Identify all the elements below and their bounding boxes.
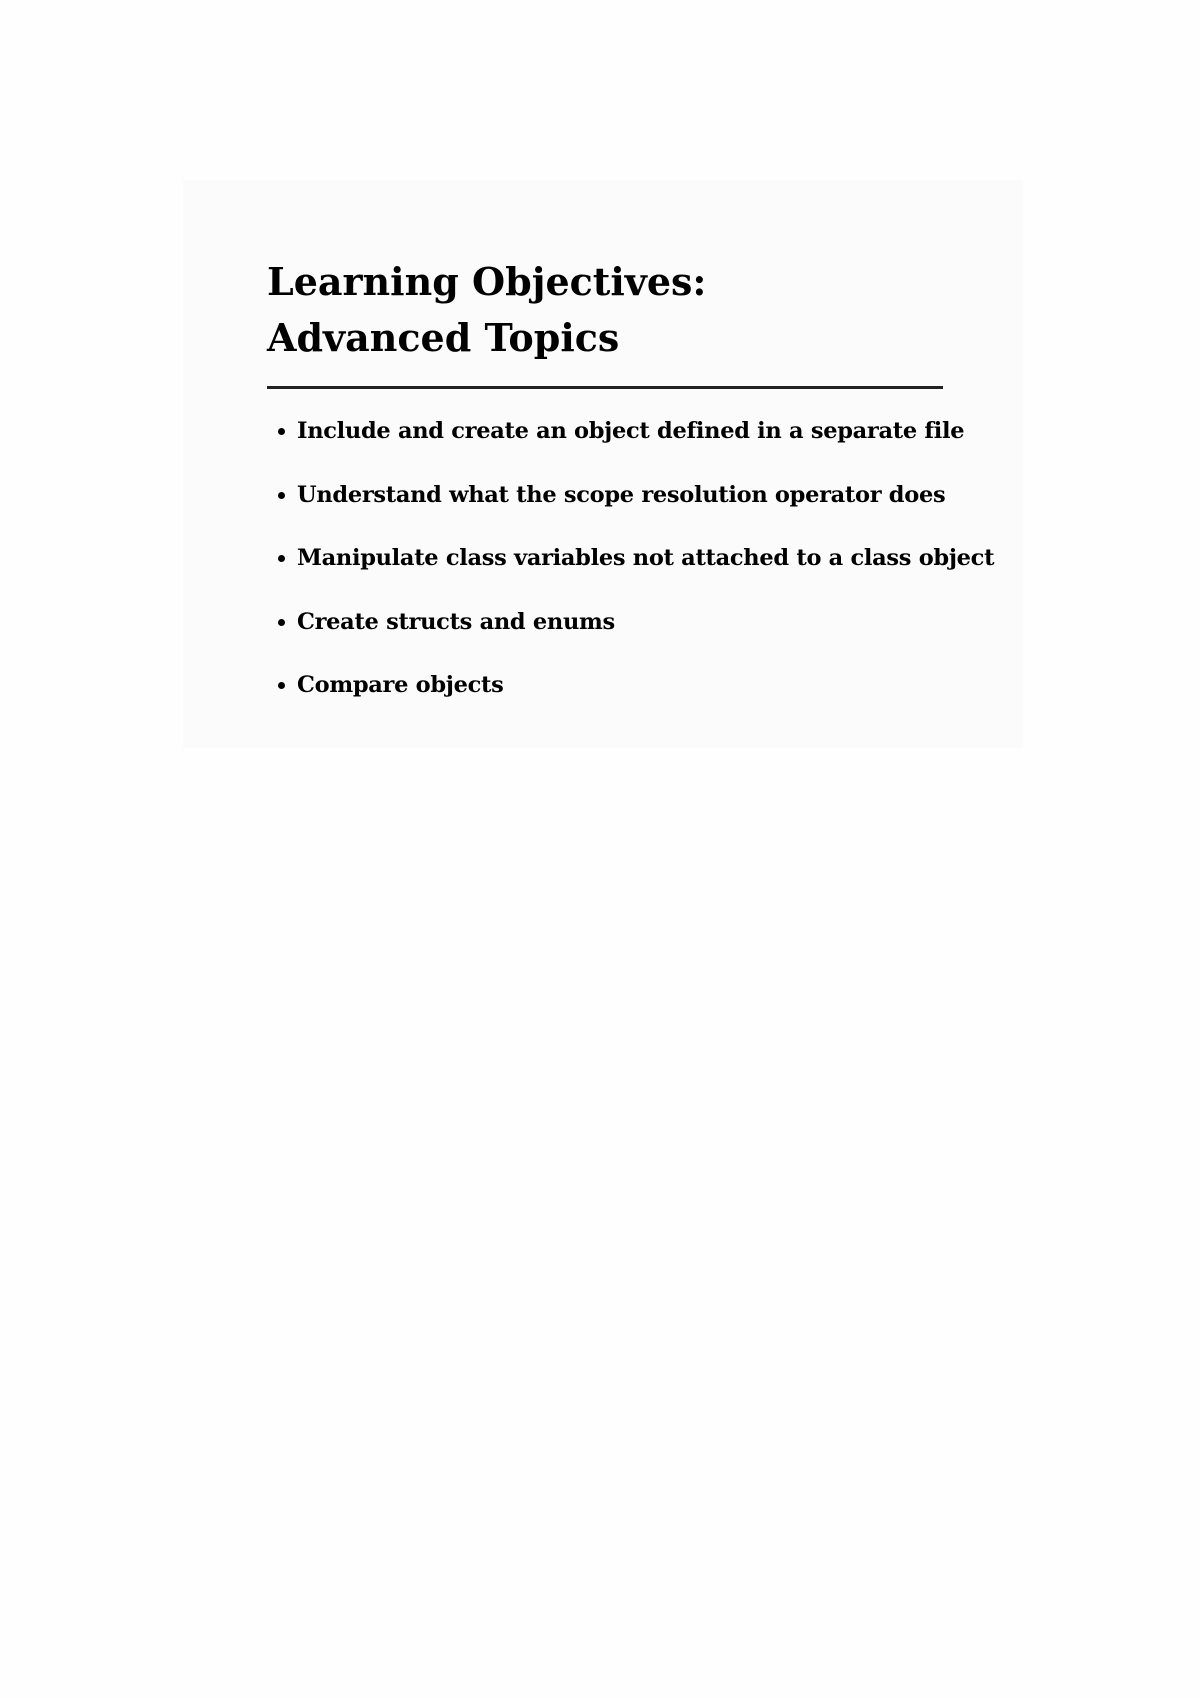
objective-text: Include and create an object defined in a separate file xyxy=(297,418,965,444)
title-divider xyxy=(267,386,943,389)
list-item xyxy=(267,670,967,734)
list-item xyxy=(267,607,967,671)
objective-text: Understand what the scope resolution operator does xyxy=(297,481,946,508)
objective-text: Create structs and enums xyxy=(297,608,615,635)
learning-objectives-card xyxy=(183,180,1023,748)
bullet-icon xyxy=(278,682,285,689)
page-title: Learning Objectives: Advanced Topics xyxy=(267,259,707,360)
list-item xyxy=(267,543,995,607)
objectives-list xyxy=(267,416,995,734)
bullet-icon xyxy=(278,492,285,499)
objective-text: Compare objects xyxy=(297,672,504,698)
bullet-icon xyxy=(278,428,285,435)
bullet-icon xyxy=(278,619,285,626)
bullet-icon xyxy=(278,555,285,562)
list-item xyxy=(267,416,967,480)
list-item xyxy=(267,480,967,544)
objective-text: Manipulate class variables not attached to a class object xyxy=(297,545,995,571)
